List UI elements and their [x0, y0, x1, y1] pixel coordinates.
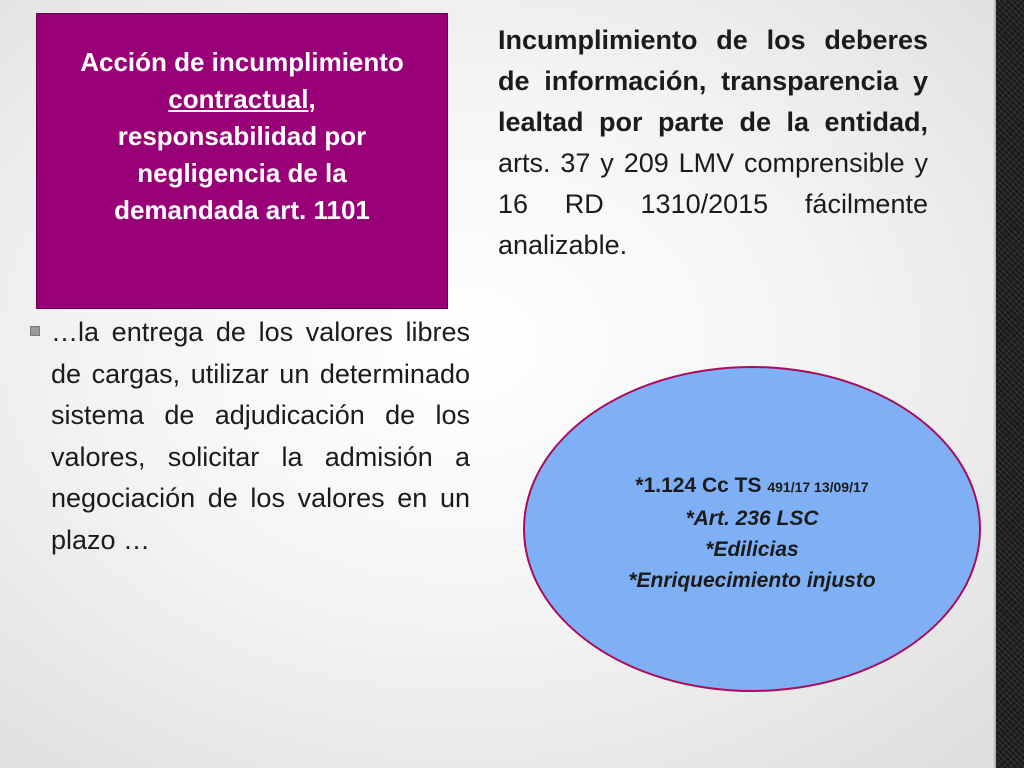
decorative-right-border	[996, 0, 1024, 768]
title-line-4: negligencia de la	[137, 158, 347, 188]
square-bullet-icon	[30, 326, 40, 336]
references-text	[523, 470, 981, 596]
title-line-2	[37, 81, 447, 118]
title-underlined-text: contractual	[168, 84, 309, 114]
reference-cc-ts: *1.124 Cc TS	[635, 474, 762, 497]
title-comma: ,	[308, 84, 316, 114]
right-paragraph	[498, 20, 928, 266]
right-paragraph-bold: Incumplimiento de los deberes de información, transparencia y lealtad por parte de la entidad,	[498, 25, 928, 137]
reference-line-1	[523, 470, 981, 503]
bullet-item	[30, 312, 470, 561]
reference-line-3: *Edilicias	[705, 538, 799, 561]
bullet-text: …la entrega de los valores libres de cargas, utilizar un determinado sistema de adjudicación de los valores, solicitar la admisión a negociación de los valores en un plazo …	[51, 317, 470, 555]
reference-ts-date: 491/17 13/09/17	[767, 479, 869, 495]
title-line-5: demandada art. 1101	[114, 195, 370, 225]
reference-line-4: *Enriquecimiento injusto	[628, 569, 876, 592]
title-line-1: Acción de incumplimiento	[80, 47, 404, 77]
right-paragraph-normal: arts. 37 y 209 LMV comprensible y 16 RD 1310/2015 fácilmente analizable.	[498, 148, 928, 260]
title-line-3: responsabilidad por	[117, 121, 367, 151]
reference-line-2: *Art. 236 LSC	[685, 507, 819, 530]
title-box	[36, 13, 448, 309]
